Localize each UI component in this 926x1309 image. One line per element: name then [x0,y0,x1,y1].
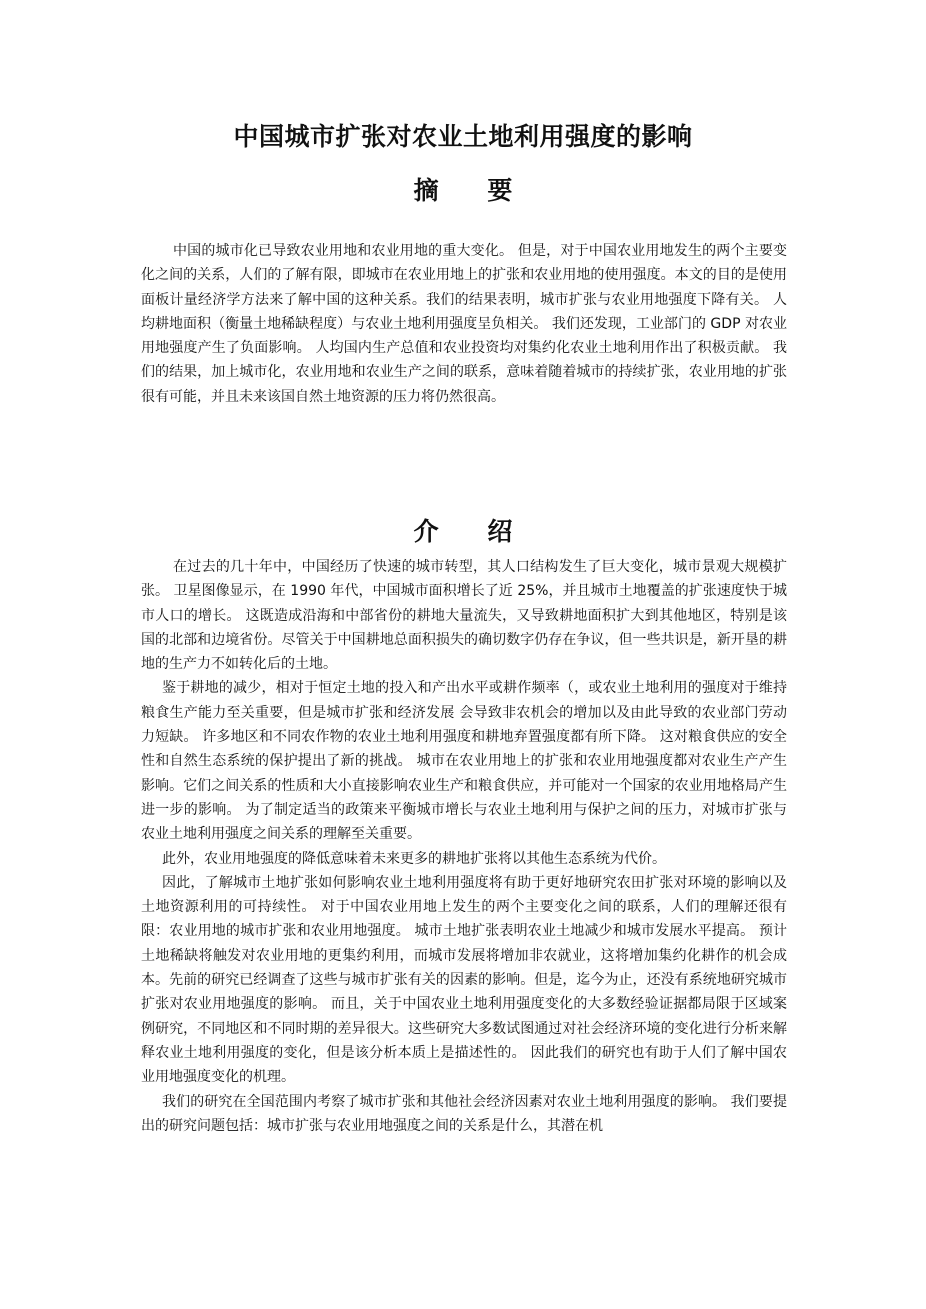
intro-paragraph-4: 因此，了解城市土地扩张如何影响农业土地利用强度将有助于更好地研究农田扩张对环境的影响以及土地资源利用的可持续性。 对于中国农业用地上发生的两个主要变化之间的联系，人们的理解还很有限：农业用地的城市扩张和农业用地强度。 城市土地扩张表明农业土地减少和城市发展水平提高。 预计土地稀缺将触发对农业用地的更集约利用，而城市发展将增加非农就业，这将增加集约化耕作的机会成本。先前的研究已经调查了这些与城市扩张有关的因素的影响。但是，迄今为止，还没有系统地研究城市扩张对农业用地强度的影响。 而且，关于中国农业土地利用强度变化的大多数经验证据都局限于区域案例研究，不同地区和不同时期的差异很大。这些研究大多数试图通过对社会经济环境的变化进行分析来解释农业土地利用强度的变化，但是该分析本质上是描述性的。 因此我们的研究也有助于人们了解中国农业用地强度变化的机理。 [141,874,787,1086]
introduction-heading: 介 绍 [413,517,533,546]
intro-paragraph-3: 此外，农业用地强度的降低意味着未来更多的耕地扩张将以其他生态系统为代价。 [162,850,666,867]
document-title: 中国城市扩张对农业土地利用强度的影响 [233,122,693,151]
intro-paragraph-2: 鉴于耕地的减少，相对于恒定土地的投入和产出水平或耕作频率（，或农业土地利用的强度对于维持粮食生产能力至关重要，但是城市扩张和经济发展 会导致非农机会的增加以及由此导致的农业部门劳动力短缺。 许多地区和不同农作物的农业土地利用强度和耕地弃置强度都有所下降。 这对粮食供应的安全性和自然生态系统的保护提出了新的挑战。 城市在农业用地上的扩张和农业用地强度都对农业生产产生影响。它们之间关系的性质和大小直接影响农业生产和粮食供应，并可能对一个国家的农业用地格局产生进一步的影响。 为了制定适当的政策来平衡城市增长与农业土地利用与保护之间的压力，对城市扩张与农业土地利用强度之间关系的理解至关重要。 [141,680,787,843]
intro-paragraph-1: 在过去的几十年中，中国经历了快速的城市转型，其人口结构发生了巨大变化，城市景观大规模扩张。 卫星图像显示，在 1990 年代，中国城市面积增长了近 25%，并且城市土地覆盖的扩张速度快于城市人口的增长。 这既造成沿海和中部省份的耕地大量流失，又导致耕地面积扩大到其他地区，特别是该国的北部和边境省份。尽管关于中国耕地总面积损失的确切数字仍存在争议，但一些共识是，新开垦的耕地的生产力不如转化后的土地。 [141,559,787,673]
abstract-paragraph: 中国的城市化已导致农业用地和农业用地的重大变化。 但是，对于中国农业用地发生的两个主要变化之间的关系，人们的了解有限，即城市在农业用地上的扩张和农业用地的使用强度。本文的目的是使用面板计量经济学方法来了解中国的这种关系。我们的结果表明，城市扩张与农业用地强度下降有关。 人均耕地面积（衡量土地稀缺程度）与农业土地利用强度呈负相关。 我们还发现，工业部门的 GDP 对农业用地强度产生了负面影响。 人均国内生产总值和农业投资均对集约化农业土地利用作出了积极贡献。 我们的结果，加上城市化，农业用地和农业生产之间的联系，意味着随着城市的持续扩张，农业用地的扩张很有可能，并且未来该国自然土地资源的压力将仍然很高。 [141,243,787,405]
abstract-section [141,239,787,409]
intro-paragraph-5: 我们的研究在全国范围内考察了城市扩张和其他社会经济因素对农业土地利用强度的影响。 我们要提出的研究问题包括：城市扩张与农业用地强度之间的关系是什么，其潜在机 [141,1093,787,1134]
introduction-section [141,555,787,1138]
abstract-heading: 摘 要 [413,176,533,205]
